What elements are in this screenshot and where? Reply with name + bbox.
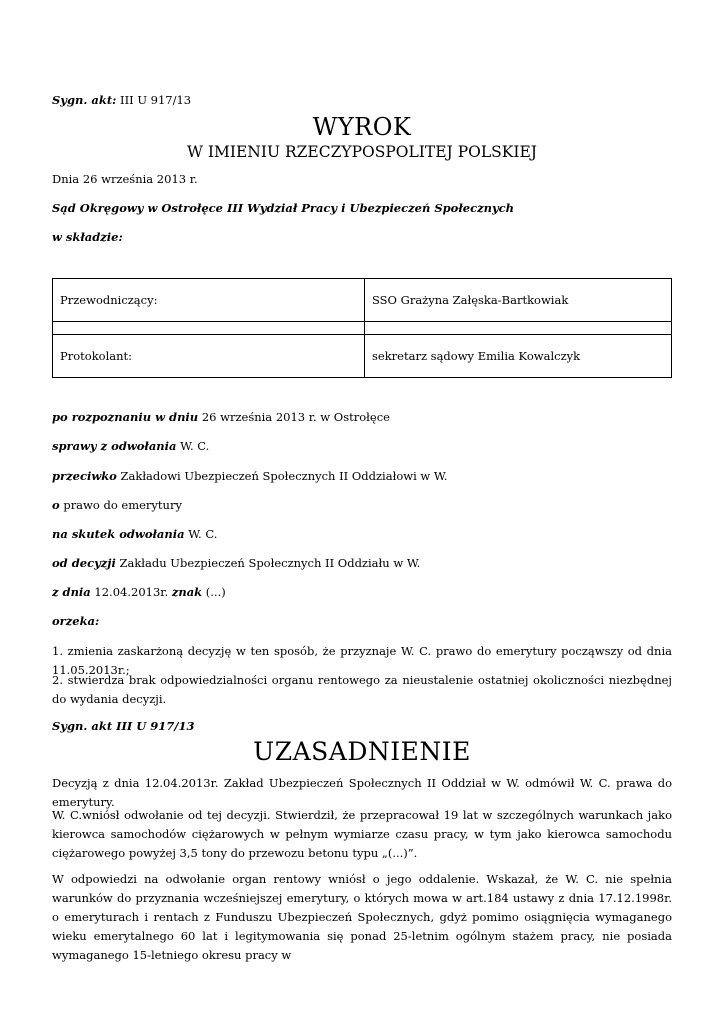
detail-label: po rozpoznaniu w dniu xyxy=(52,410,199,424)
detail-line xyxy=(52,527,217,541)
detail-text: Zakładowi Ubezpieczeń Społecznych II Oddziałowi w W. xyxy=(116,469,448,483)
person-cell: sekretarz sądowy Emilia Kowalczyk xyxy=(365,335,672,378)
person-cell xyxy=(365,322,672,335)
ruling-item: 2. stwierdza brak odpowiedzialności organu rentowego za nieustalenie ostatniej okoliczności niezbędnej do wydania decyzji. xyxy=(52,673,672,706)
justification-paragraph: W. C.wniósł odwołanie od tej decyzji. Stwierdził, że przepracował 19 lat w szczególnych warunkach jako kierowca samochodów ciężarowych w pełnym wymiarze czasu pracy, w tym jako kierowca samochodu ciężarowego powyżej 3,5 tony do przewozu betonu typu „(...)”. xyxy=(52,808,672,860)
detail-label: od decyzji xyxy=(52,556,116,570)
composition-row xyxy=(53,322,672,335)
detail-line xyxy=(52,556,420,570)
case-signature-label: Sygn. akt: xyxy=(52,93,117,107)
case-signature xyxy=(52,93,191,107)
court-name: Sąd Okręgowy w Ostrołęce III Wydział Pracy i Ubezpieczeń Społecznych xyxy=(52,201,515,215)
detail-line xyxy=(52,439,209,453)
role-cell: Przewodniczący: xyxy=(53,279,365,322)
detail-label: sprawy z odwołania xyxy=(52,439,177,453)
detail-line xyxy=(52,469,447,483)
detail-label: o xyxy=(52,498,60,512)
decision-date-value: 12.04.2013r. xyxy=(90,585,172,599)
detail-label: przeciwko xyxy=(52,469,117,483)
ruling-item: 1. zmienia zaskarżoną decyzję w ten sposób, że przyznaje W. C. prawo do emerytury począwszy od dnia 11.05.2013r.; xyxy=(52,644,672,677)
detail-text: W. C. xyxy=(176,439,210,453)
justification-paragraph: Decyzją z dnia 12.04.2013r. Zakład Ubezpieczeń Społecznych II Oddział w W. odmówił W. C. prawa do emerytury. xyxy=(52,776,672,809)
judgment-date: Dnia 26 września 2013 r. xyxy=(52,172,198,186)
role-cell: Protokolant: xyxy=(53,335,365,378)
composition-row xyxy=(53,279,672,322)
person-cell: SSO Grażyna Załęska-Bartkowiak xyxy=(365,279,672,322)
orzeka-label: orzeka: xyxy=(52,614,100,628)
judgment-subtitle: W IMIENIU RZECZYPOSPOLITEJ POLSKIEJ xyxy=(187,143,537,161)
detail-line xyxy=(52,498,182,512)
justification-paragraph: W odpowiedzi na odwołanie organ rentowy wniósł o jego oddalenie. Wskazał, że W. C. nie spełnia warunków do przyznania wcześniejszej emerytury, o których mowa w art.184 ustawy z dnia 17.12.1998r. o emeryturach i rentach z Funduszu Ubezpieczeń Społecznych, gdyż pomimo osiągnięcia wymaganego wieku emerytalnego 60 lat i legitymowania się ponad 25-letnim ogólnym stażem pracy, nie posiada wymaganego 15-letniego okresu pracy w xyxy=(52,872,672,962)
decision-date-line xyxy=(52,585,226,599)
composition-label: w składzie: xyxy=(52,230,123,244)
justification-title: UZASADNIENIE xyxy=(253,737,471,766)
decision-date-label: z dnia xyxy=(52,585,91,599)
detail-text: 26 września 2013 r. w Ostrołęce xyxy=(198,410,390,424)
detail-text: Zakładu Ubezpieczeń Społecznych II Oddziału w W. xyxy=(115,556,421,570)
detail-text: prawo do emerytury xyxy=(59,498,182,512)
composition-table xyxy=(52,278,672,378)
case-signature-2: Sygn. akt III U 917/13 xyxy=(52,719,195,733)
case-signature-value: III U 917/13 xyxy=(120,93,192,107)
role-cell xyxy=(53,322,365,335)
composition-row xyxy=(53,335,672,378)
decision-sign-label: znak xyxy=(171,585,203,599)
detail-label: na skutek odwołania xyxy=(52,527,185,541)
detail-text: W. C. xyxy=(184,527,218,541)
judgment-title: WYROK xyxy=(312,113,412,141)
decision-sign-value: (...) xyxy=(202,585,226,599)
detail-line xyxy=(52,410,390,424)
